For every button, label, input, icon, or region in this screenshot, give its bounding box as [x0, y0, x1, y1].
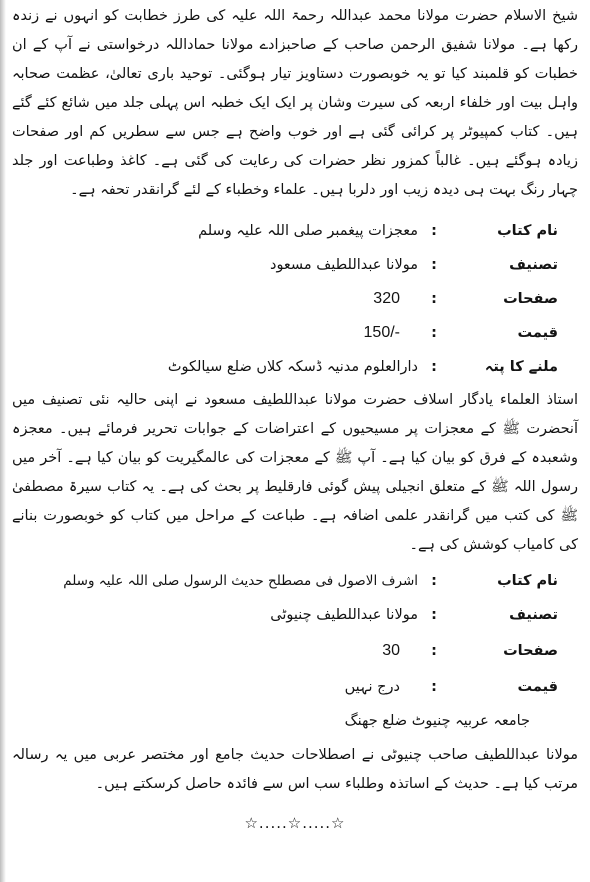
- book1-pages-label: صفحات: [503, 291, 558, 307]
- book2-author-label: تصنیف: [509, 607, 558, 623]
- book1-title: معجزات پیغمبر صلی اللہ علیہ وسلم: [198, 223, 418, 239]
- book2-title-colon: :: [431, 573, 437, 589]
- book2-price-colon: :: [431, 679, 437, 695]
- review3-paragraph: مولانا عبداللطیف صاحب چنیوٹی نے اصطلاحات حدیث جامع اور مختصر عربی میں یہ رسالہ مرتب کیا ہے۔ حدیث کے اساتذہ وطلباء سب اس سے فائدہ حاصل کرسکتے ہیں۔: [12, 747, 578, 792]
- intro-paragraph: شیخ الاسلام حضرت مولانا محمد عبداللہ رحمۃ اللہ علیہ کی طرز خطابت کو انہوں نے زندہ رکھا ہے۔ مولانا شفیق الرحمن صاحب کے صاحبزادے مولانا حماداللہ درخواستی نے آپ کے ان خطبات کو قلمبند کیا تو یہ خوبصورت دستاویز تیار ہوگئی۔ توحید باری تعالیٰ، عظمت صحابہ واہل بیت اور خلفاء اربعہ کی سیرت وشان پر ایک ایک خطبہ اس پہلی جلد میں شائع کئے گئے ہیں۔ کتاب کمپیوٹر پر کرائی گئی ہے اور خوب واضح ہے جس سے سطریں کم اور صفحات زیادہ ہوگئے ہیں۔ غالباً کمزور نظر حضرات کی رعایت کی گئی ہے۔ کاغذ وطباعت اور جلد چہار رنگ بہت ہی دیدہ زیب اور دلربا ہیں۔ علماء وخطباء کے لئے گرانقدر تحفہ ہے۔: [12, 8, 578, 198]
- review2-paragraph: استاذ العلماء یادگار اسلاف حضرت مولانا عبداللطیف مسعود نے اپنی حالیہ نئی تصنیف میں آنحضرت ﷺ کے معجزات پر مسیحیوں کے اعتراضات کے جوابات تحریر فرمائے ہیں۔ معجزہ وشعبدہ کے فرق کو بیان کیا ہے۔ آپ ﷺ کے معجزات کی عالمگیریت کو بیان کیا ہے۔ آخر میں رسول اللہ ﷺ کے متعلق انجیلی پیش گوئی فارقلیط پر بحث کی ہے۔ یہ کتاب سیرۃ مصطفیٰ ﷺ کی کتب میں گرانقدر علمی اضافہ ہے۔ طباعت کے مراحل میں کتاب کو خوبصورت بنانے کی کامیاب کوشش کی ہے۔: [12, 392, 578, 553]
- book1-address-colon: :: [431, 359, 437, 375]
- book1-author-colon: :: [431, 257, 437, 273]
- section-separator: ☆.....☆.....☆: [244, 814, 346, 832]
- book1-price-colon: :: [431, 325, 437, 341]
- book2-pages: 30: [382, 642, 400, 659]
- book2-author-colon: :: [431, 607, 437, 623]
- book1-price: 150/-: [363, 324, 400, 341]
- book2-title: اشرف الاصول فی مصطلح حدیث الرسول صلی اللہ علیہ وسلم: [63, 573, 418, 589]
- book1-author: مولانا عبداللطیف مسعود: [269, 257, 418, 273]
- book1-pages-colon: :: [431, 291, 437, 307]
- scan-edge-shadow: [0, 0, 6, 882]
- book2-pages-colon: :: [431, 643, 437, 659]
- book1-price-label: قیمت: [517, 325, 558, 341]
- book1-address: دارالعلوم مدنیہ ڈسکہ کلاں ضلع سیالکوٹ: [167, 359, 418, 375]
- book1-author-label: تصنیف: [509, 257, 558, 273]
- book1-title-colon: :: [431, 223, 437, 239]
- book2-price-label: قیمت: [517, 679, 558, 695]
- book1-title-label: نام کتاب: [497, 223, 558, 239]
- book1-address-label: ملنے کا پتہ: [484, 359, 558, 375]
- book2-title-label: نام کتاب: [497, 573, 558, 589]
- book1-pages: 320: [373, 290, 400, 307]
- book2-pages-label: صفحات: [503, 643, 558, 659]
- book2-author: مولانا عبداللطیف چنیوٹی: [270, 607, 418, 623]
- book2-address: جامعہ عربیہ چنیوٹ ضلع جھنگ: [344, 713, 530, 729]
- book2-price: درج نہیں: [344, 679, 400, 695]
